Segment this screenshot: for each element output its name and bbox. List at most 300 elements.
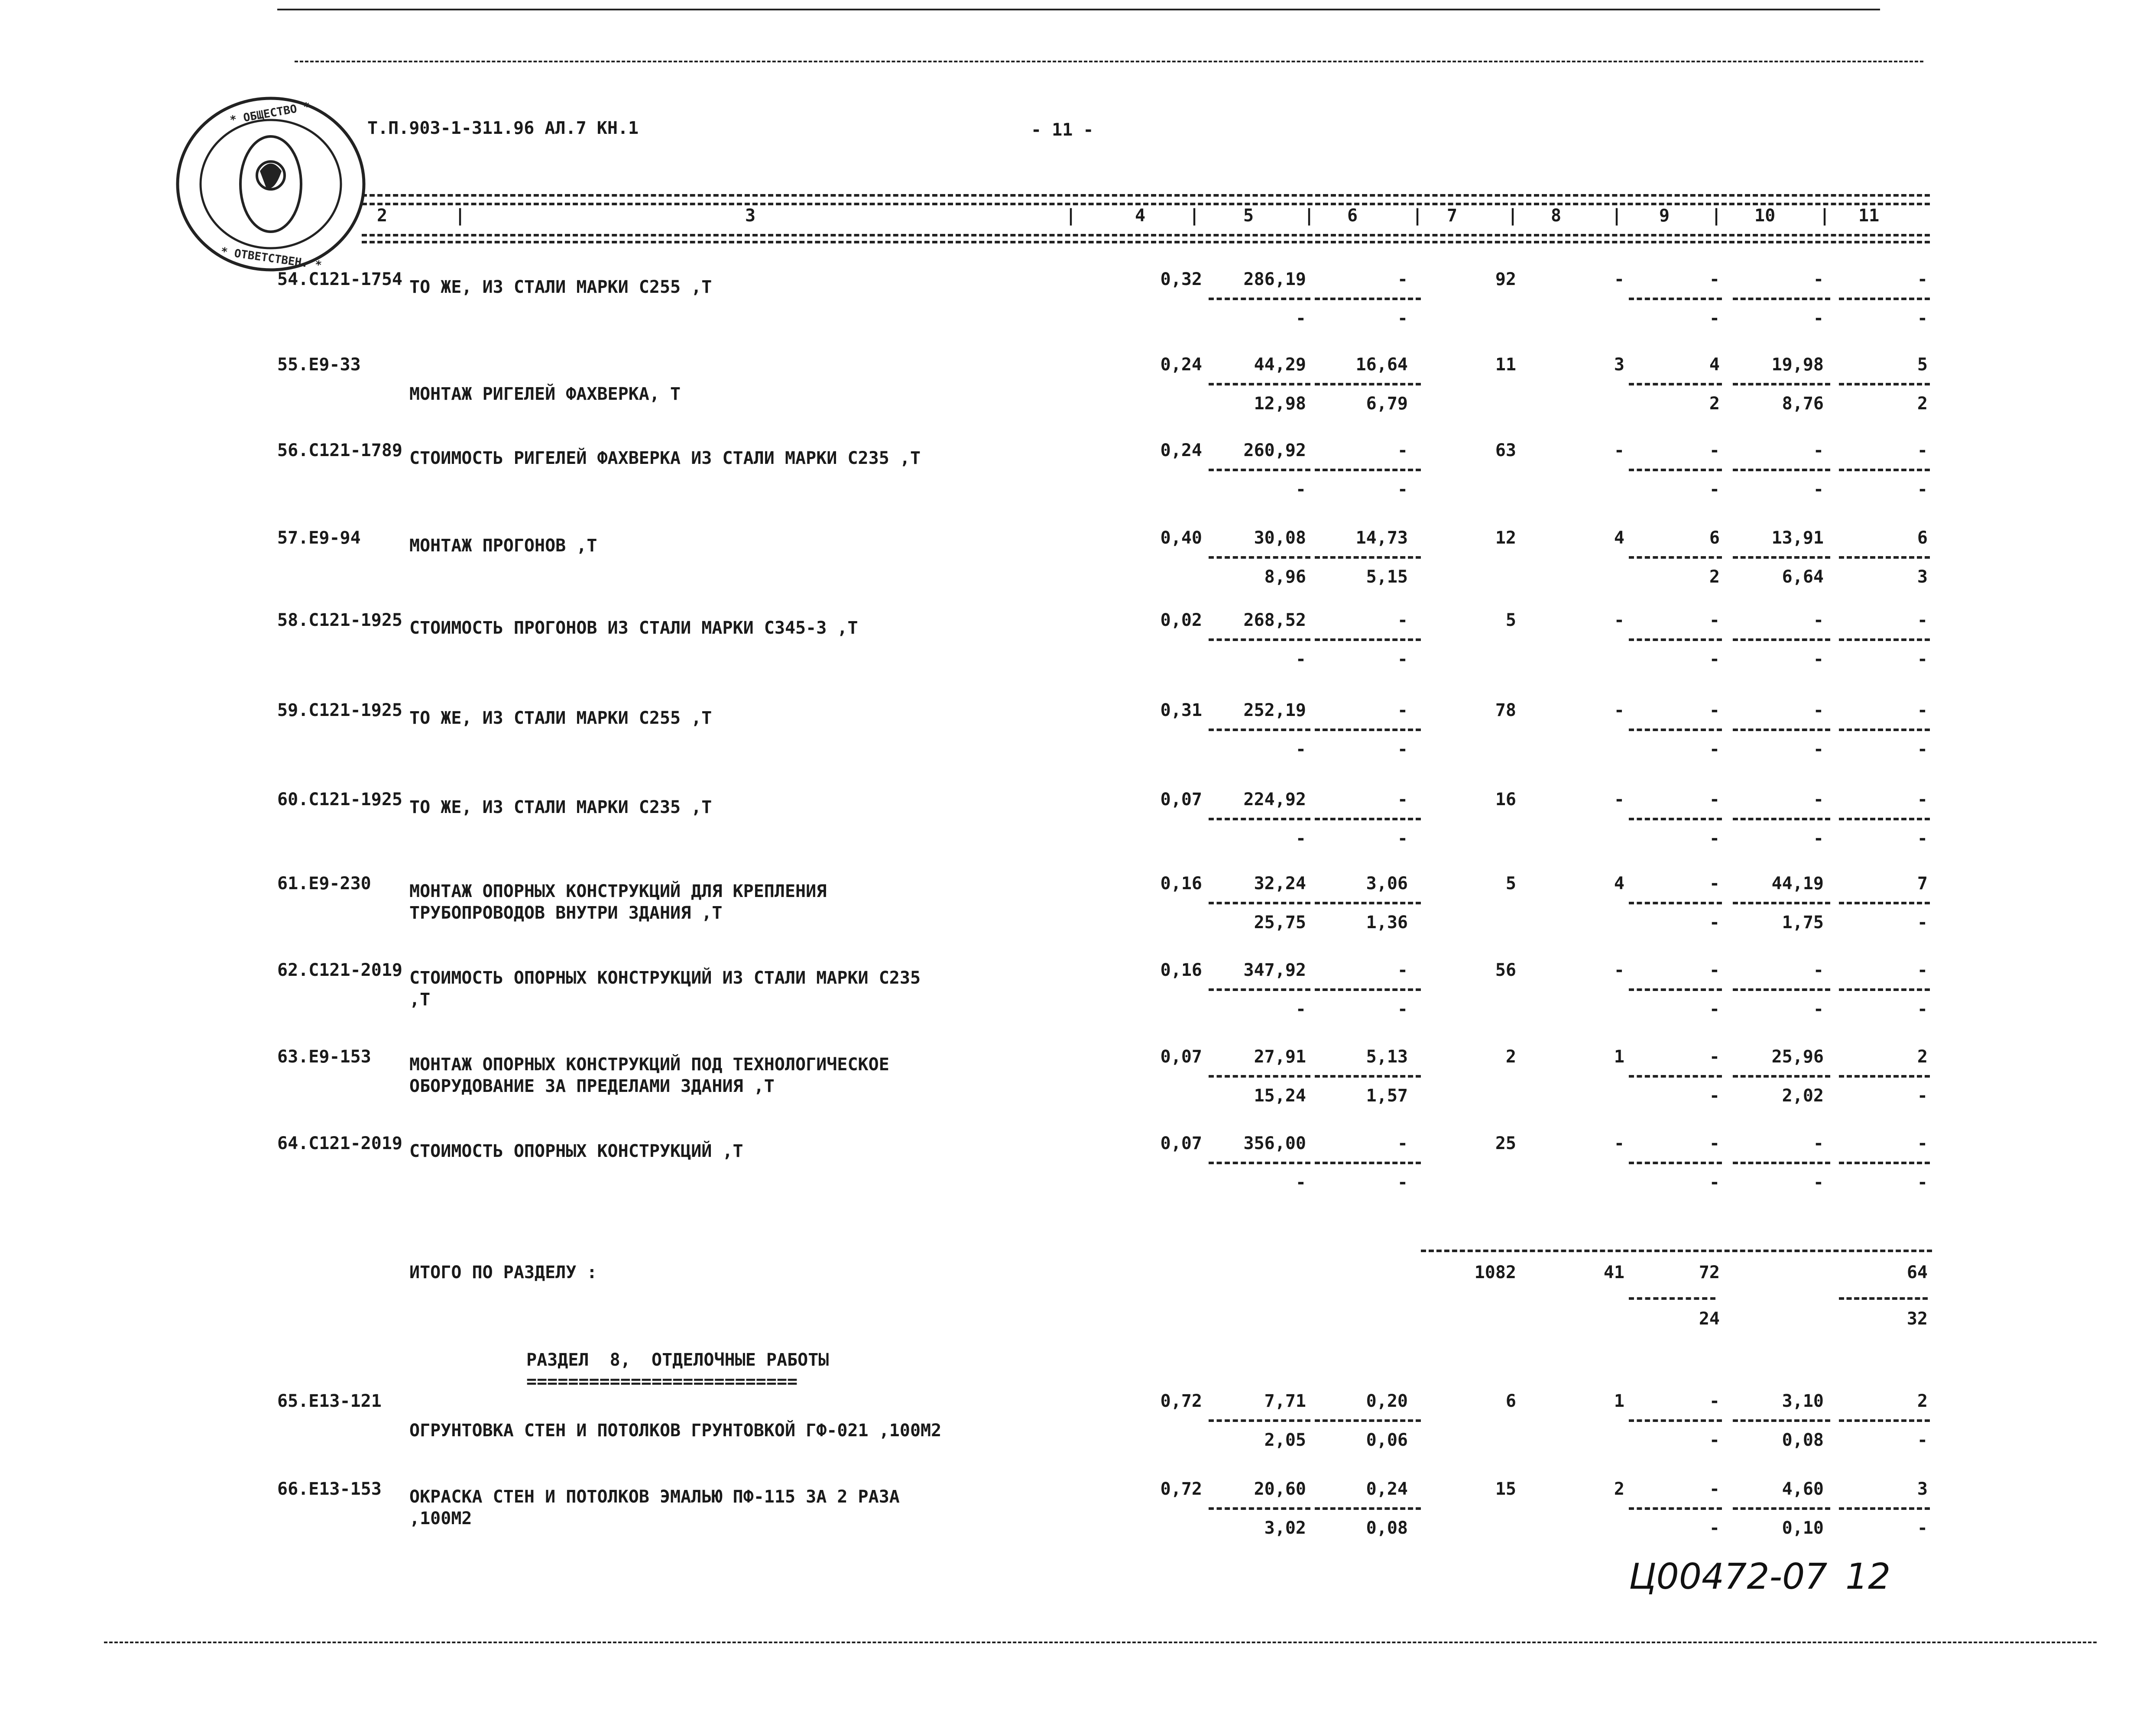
fraction-divider <box>1733 729 1830 731</box>
cell-c5: 286,19 <box>1243 269 1306 289</box>
cell-c5-lower: - <box>1295 999 1306 1019</box>
cell-c9: - <box>1709 700 1720 720</box>
cell-c9-lower: - <box>1709 1518 1720 1538</box>
column-number: 11 <box>1858 206 1880 226</box>
cell-c6: - <box>1397 790 1408 810</box>
cell-c6: - <box>1397 610 1408 630</box>
cell-c5-lower: 3,02 <box>1264 1518 1306 1538</box>
column-header-top-rule <box>362 194 1930 197</box>
cell-c4: 0,24 <box>1160 440 1202 460</box>
cell-c11: - <box>1917 610 1928 630</box>
fraction-divider <box>1629 1075 1722 1078</box>
column-number: 4 <box>1135 206 1146 226</box>
cell-c10-lower: 0,10 <box>1782 1518 1824 1538</box>
fraction-divider <box>1209 556 1310 559</box>
fraction-divider <box>1839 1075 1930 1078</box>
cell-c6-lower: 6,79 <box>1366 394 1408 414</box>
cell-c11-lower: - <box>1917 649 1928 669</box>
cell-c11-lower: - <box>1917 913 1928 933</box>
column-number: 9 <box>1659 206 1670 226</box>
fraction-divider <box>1733 902 1830 904</box>
total-col11: 64 <box>1906 1263 1928 1282</box>
fraction-divider <box>1733 298 1830 300</box>
fraction-divider <box>1733 818 1830 820</box>
cell-c7: 12 <box>1495 528 1516 548</box>
fraction-divider <box>1733 383 1830 385</box>
item-description: ТО ЖЕ, ИЗ СТАЛИ МАРКИ С255 ,Т <box>409 277 712 297</box>
top-rule <box>295 61 1923 62</box>
cell-c5: 268,52 <box>1243 610 1306 630</box>
cell-c6-lower: - <box>1397 999 1408 1019</box>
fraction-divider <box>1629 638 1722 641</box>
cell-c10: - <box>1813 700 1824 720</box>
cell-c5: 27,91 <box>1254 1047 1306 1067</box>
item-code: 55.Е9-33 <box>277 355 361 375</box>
cell-c4: 0,40 <box>1160 528 1202 548</box>
fraction-divider <box>1209 383 1310 385</box>
cell-c6-lower: 1,36 <box>1366 913 1408 933</box>
cell-c5: 44,29 <box>1254 355 1306 375</box>
cell-c4: 0,02 <box>1160 610 1202 630</box>
fraction-divider <box>1315 1507 1421 1510</box>
fraction-divider <box>1629 556 1722 559</box>
item-description: ТО ЖЕ, ИЗ СТАЛИ МАРКИ С235 ,Т <box>409 797 712 817</box>
cell-c10: 4,60 <box>1782 1479 1824 1499</box>
cell-c9-lower: 2 <box>1709 394 1720 414</box>
cell-c5-lower: 25,75 <box>1254 913 1306 933</box>
cell-c7: 15 <box>1495 1479 1516 1499</box>
item-description: ОГРУНТОВКА СТЕН И ПОТОЛКОВ ГРУНТОВКОЙ ГФ-021 ,100М2 <box>409 1421 942 1441</box>
cell-c9: - <box>1709 874 1720 894</box>
cell-c11: - <box>1917 440 1928 460</box>
fraction-divider <box>1315 469 1421 471</box>
item-code: 64.С121-2019 <box>277 1133 402 1153</box>
column-separator: | <box>1711 206 1722 226</box>
cell-c5-lower: 8,96 <box>1264 567 1306 587</box>
cell-c10-lower: - <box>1813 1172 1824 1192</box>
item-description: СТОИМОСТЬ ОПОРНЫХ КОНСТРУКЦИЙ ИЗ СТАЛИ МАРКИ С235 <box>409 968 921 988</box>
fraction-divider <box>1733 988 1830 991</box>
cell-c6-lower: 0,06 <box>1366 1430 1408 1450</box>
fraction-divider <box>1629 469 1722 471</box>
total-col11-lower: 32 <box>1906 1309 1928 1329</box>
cell-c10-lower: - <box>1813 999 1824 1019</box>
cell-c7: 25 <box>1495 1133 1516 1153</box>
fraction-divider <box>1209 1507 1310 1510</box>
column-number: 10 <box>1754 206 1776 226</box>
cell-c7: 92 <box>1495 269 1516 289</box>
fraction-divider <box>1839 383 1930 385</box>
cell-c5: 7,71 <box>1264 1391 1306 1411</box>
item-code: 59.С121-1925 <box>277 700 402 720</box>
item-code: 57.Е9-94 <box>277 528 361 548</box>
cell-c11-lower: 3 <box>1917 567 1928 587</box>
cell-c6: 0,20 <box>1366 1391 1408 1411</box>
cell-c10-lower: - <box>1813 739 1824 759</box>
cell-c11: 2 <box>1917 1047 1928 1067</box>
cell-c9: - <box>1709 610 1720 630</box>
fraction-divider <box>1209 298 1310 300</box>
cell-c10-lower: 6,64 <box>1782 567 1824 587</box>
cell-c11-lower: - <box>1917 1430 1928 1450</box>
column-number: 6 <box>1347 206 1358 226</box>
cell-c5: 20,60 <box>1254 1479 1306 1499</box>
fraction-divider <box>1209 638 1310 641</box>
total-col9: 72 <box>1699 1263 1720 1282</box>
cell-c4: 0,72 <box>1160 1479 1202 1499</box>
total-col7: 1082 <box>1474 1263 1516 1282</box>
fraction-divider <box>1839 1162 1930 1164</box>
fraction-divider <box>1839 988 1930 991</box>
cell-c9-lower: - <box>1709 1172 1720 1192</box>
cell-c8: 1 <box>1614 1047 1624 1067</box>
fraction-divider <box>1839 729 1930 731</box>
fraction-divider <box>1733 1075 1830 1078</box>
cell-c5-lower: - <box>1295 829 1306 848</box>
cell-c10: - <box>1813 1133 1824 1153</box>
fraction-divider <box>1315 638 1421 641</box>
fraction-divider <box>1209 469 1310 471</box>
item-description: ,Т <box>409 990 431 1010</box>
cell-c4: 0,32 <box>1160 269 1202 289</box>
fraction-divider <box>1315 818 1421 820</box>
cell-c10: - <box>1813 440 1824 460</box>
column-separator: | <box>1611 206 1622 226</box>
fraction-divider <box>1629 1419 1722 1422</box>
cell-c5: 32,24 <box>1254 874 1306 894</box>
item-code: 56.С121-1789 <box>277 440 402 460</box>
fraction-divider <box>1315 902 1421 904</box>
cell-c10: 19,98 <box>1771 355 1824 375</box>
fraction-divider <box>1839 469 1930 471</box>
fraction-divider <box>1315 1419 1421 1422</box>
fraction-divider <box>1629 988 1722 991</box>
cell-c11: - <box>1917 269 1928 289</box>
cell-c10: - <box>1813 790 1824 810</box>
fraction-divider <box>1315 1075 1421 1078</box>
svg-text:* ОБЩЕСТВО *: * ОБЩЕСТВО * <box>229 100 311 127</box>
fraction-divider <box>1315 729 1421 731</box>
section-heading-underline: ========================== <box>526 1372 798 1392</box>
top-edge-line <box>277 9 1880 10</box>
fraction-divider <box>1629 1162 1722 1164</box>
cell-c6-lower: - <box>1397 479 1408 499</box>
item-code: 62.С121-2019 <box>277 960 402 980</box>
cell-c9-lower: - <box>1709 1430 1720 1450</box>
fraction-divider <box>1315 556 1421 559</box>
cell-c8: 4 <box>1614 528 1624 548</box>
cell-c10-lower: 2,02 <box>1782 1086 1824 1106</box>
cell-c6: - <box>1397 960 1408 980</box>
cell-c9-lower: - <box>1709 913 1720 933</box>
handwritten-page: 12 <box>1845 1556 1891 1597</box>
cell-c6: 5,13 <box>1366 1047 1408 1067</box>
section-heading: РАЗДЕЛ 8, ОТДЕЛОЧНЫЕ РАБОТЫ <box>526 1350 829 1370</box>
fraction-divider <box>1629 729 1722 731</box>
column-number: 2 <box>377 206 388 226</box>
total-top-rule <box>1421 1250 1932 1252</box>
cell-c7: 11 <box>1495 355 1516 375</box>
cell-c9: - <box>1709 440 1720 460</box>
bottom-rule <box>104 1642 2097 1643</box>
cell-c6-lower: 0,08 <box>1366 1518 1408 1538</box>
cell-c8: - <box>1614 269 1624 289</box>
cell-c6-lower: - <box>1397 649 1408 669</box>
total-col11-divider <box>1839 1297 1928 1300</box>
cell-c9: 4 <box>1709 355 1720 375</box>
item-code: 60.С121-1925 <box>277 790 402 810</box>
doc-reference: Т.П.903-1-311.96 АЛ.7 КН.1 <box>367 118 639 138</box>
cell-c11-lower: - <box>1917 739 1928 759</box>
total-col8: 41 <box>1603 1263 1624 1282</box>
total-col9-divider <box>1629 1297 1715 1300</box>
column-separator: | <box>1066 206 1076 226</box>
item-description: МОНТАЖ ПРОГОНОВ ,Т <box>409 536 597 556</box>
fraction-divider <box>1209 1162 1310 1164</box>
fraction-divider <box>1629 1507 1722 1510</box>
total-label: ИТОГО ПО РАЗДЕЛУ : <box>409 1263 597 1282</box>
cell-c11-lower: - <box>1917 1518 1928 1538</box>
item-description: ТРУБОПРОВОДОВ ВНУТРИ ЗДАНИЯ ,Т <box>409 903 723 923</box>
fraction-divider <box>1629 818 1722 820</box>
cell-c10-lower: 1,75 <box>1782 913 1824 933</box>
cell-c4: 0,72 <box>1160 1391 1202 1411</box>
cell-c6-lower: - <box>1397 308 1408 328</box>
cell-c11: 3 <box>1917 1479 1928 1499</box>
cell-c4: 0,24 <box>1160 355 1202 375</box>
cell-c10-lower: - <box>1813 308 1824 328</box>
cell-c9: - <box>1709 1479 1720 1499</box>
item-description: ОБОРУДОВАНИЕ ЗА ПРЕДЕЛАМИ ЗДАНИЯ ,Т <box>409 1076 775 1096</box>
cell-c4: 0,31 <box>1160 700 1202 720</box>
fraction-divider <box>1315 383 1421 385</box>
cell-c10: - <box>1813 269 1824 289</box>
svg-text:* ОТВЕТСТВЕН. *: * ОТВЕТСТВЕН. * <box>220 245 323 272</box>
cell-c11: - <box>1917 960 1928 980</box>
cell-c8: - <box>1614 440 1624 460</box>
cell-c5: 252,19 <box>1243 700 1306 720</box>
cell-c11: 5 <box>1917 355 1928 375</box>
column-number: 3 <box>745 206 756 226</box>
cell-c8: 1 <box>1614 1391 1624 1411</box>
cell-c6-lower: - <box>1397 1172 1408 1192</box>
cell-c9-lower: - <box>1709 1086 1720 1106</box>
cell-c10: 3,10 <box>1782 1391 1824 1411</box>
item-description: МОНТАЖ РИГЕЛЕЙ ФАХВЕРКА, Т <box>409 384 681 404</box>
cell-c6: - <box>1397 700 1408 720</box>
cell-c6-lower: - <box>1397 739 1408 759</box>
cell-c5: 30,08 <box>1254 528 1306 548</box>
cell-c11-lower: - <box>1917 829 1928 848</box>
cell-c7: 5 <box>1505 874 1516 894</box>
cell-c4: 0,07 <box>1160 1047 1202 1067</box>
cell-c11: 7 <box>1917 874 1928 894</box>
fraction-divider <box>1839 556 1930 559</box>
fraction-divider <box>1733 1419 1830 1422</box>
item-description: ,100М2 <box>409 1509 472 1528</box>
cell-c10: 25,96 <box>1771 1047 1824 1067</box>
item-description: МОНТАЖ ОПОРНЫХ КОНСТРУКЦИЙ ДЛЯ КРЕПЛЕНИЯ <box>409 881 827 901</box>
cell-c6-lower: 1,57 <box>1366 1086 1408 1106</box>
fraction-divider <box>1733 638 1830 641</box>
fraction-divider <box>1629 902 1722 904</box>
fraction-divider <box>1315 988 1421 991</box>
cell-c6: 14,73 <box>1355 528 1408 548</box>
cell-c5: 260,92 <box>1243 440 1306 460</box>
cell-c10: - <box>1813 960 1824 980</box>
cell-c9: - <box>1709 1133 1720 1153</box>
cell-c7: 5 <box>1505 610 1516 630</box>
cell-c7: 56 <box>1495 960 1516 980</box>
cell-c8: - <box>1614 790 1624 810</box>
item-code: 54.С121-1754 <box>277 269 402 289</box>
cell-c9: - <box>1709 1391 1720 1411</box>
fraction-divider <box>1733 1507 1830 1510</box>
cell-c11: 6 <box>1917 528 1928 548</box>
cell-c9: - <box>1709 790 1720 810</box>
cell-c6: - <box>1397 1133 1408 1153</box>
cell-c4: 0,07 <box>1160 1133 1202 1153</box>
column-separator: | <box>1819 206 1830 226</box>
cell-c10: 13,91 <box>1771 528 1824 548</box>
cell-c11: - <box>1917 1133 1928 1153</box>
column-header-bottom-rule <box>362 234 1930 236</box>
cell-c5-lower: 2,05 <box>1264 1430 1306 1450</box>
cell-c5-lower: 12,98 <box>1254 394 1306 414</box>
fraction-divider <box>1209 988 1310 991</box>
cell-c11-lower: - <box>1917 308 1928 328</box>
cell-c10: - <box>1813 610 1824 630</box>
cell-c7: 78 <box>1495 700 1516 720</box>
page-number: - 11 - <box>1031 120 1094 140</box>
cell-c9-lower: - <box>1709 829 1720 848</box>
cell-c8: - <box>1614 700 1624 720</box>
cell-c9: - <box>1709 960 1720 980</box>
item-description: СТОИМОСТЬ ОПОРНЫХ КОНСТРУКЦИЙ ,Т <box>409 1141 743 1161</box>
column-number: 5 <box>1243 206 1254 226</box>
cell-c8: - <box>1614 610 1624 630</box>
cell-c5-lower: 15,24 <box>1254 1086 1306 1106</box>
cell-c7: 6 <box>1505 1391 1516 1411</box>
cell-c6-lower: - <box>1397 829 1408 848</box>
cell-c9-lower: - <box>1709 649 1720 669</box>
column-separator: | <box>1304 206 1315 226</box>
cell-c10: 44,19 <box>1771 874 1824 894</box>
cell-c8: - <box>1614 1133 1624 1153</box>
fraction-divider <box>1209 729 1310 731</box>
cell-c9: - <box>1709 1047 1720 1067</box>
fraction-divider <box>1839 1507 1930 1510</box>
item-code: 65.Е13-121 <box>277 1391 382 1411</box>
cell-c6-lower: 5,15 <box>1366 567 1408 587</box>
cell-c4: 0,16 <box>1160 960 1202 980</box>
cell-c6: 3,06 <box>1366 874 1408 894</box>
cell-c6: - <box>1397 440 1408 460</box>
cell-c5-lower: - <box>1295 479 1306 499</box>
item-code: 58.С121-1925 <box>277 610 402 630</box>
column-separator: | <box>1508 206 1518 226</box>
cell-c5: 347,92 <box>1243 960 1306 980</box>
item-description: МОНТАЖ ОПОРНЫХ КОНСТРУКЦИЙ ПОД ТЕХНОЛОГИЧЕСКОЕ <box>409 1055 889 1075</box>
cell-c7: 63 <box>1495 440 1516 460</box>
total-col9-lower: 24 <box>1699 1309 1720 1329</box>
cell-c9: 6 <box>1709 528 1720 548</box>
cell-c5: 224,92 <box>1243 790 1306 810</box>
cell-c6: 16,64 <box>1355 355 1408 375</box>
item-code: 63.Е9-153 <box>277 1047 371 1067</box>
column-separator: | <box>455 206 466 226</box>
item-description: ТО ЖЕ, ИЗ СТАЛИ МАРКИ С255 ,Т <box>409 708 712 728</box>
fraction-divider <box>1629 383 1722 385</box>
cell-c5-lower: - <box>1295 308 1306 328</box>
cell-c8: - <box>1614 960 1624 980</box>
cell-c10-lower: 8,76 <box>1782 394 1824 414</box>
handwritten-code: Ц00472-07 <box>1629 1556 1828 1597</box>
cell-c8: 2 <box>1614 1479 1624 1499</box>
cell-c11-lower: - <box>1917 999 1928 1019</box>
cell-c11: - <box>1917 700 1928 720</box>
item-description: ОКРАСКА СТЕН И ПОТОЛКОВ ЭМАЛЬЮ ПФ-115 ЗА 2 РАЗА <box>409 1487 900 1507</box>
cell-c9-lower: 2 <box>1709 567 1720 587</box>
cell-c10-lower: - <box>1813 649 1824 669</box>
cell-c6: 0,24 <box>1366 1479 1408 1499</box>
column-number: 8 <box>1551 206 1562 226</box>
column-separator: | <box>1189 206 1200 226</box>
cell-c11: 2 <box>1917 1391 1928 1411</box>
item-code: 66.Е13-153 <box>277 1479 382 1499</box>
cell-c11-lower: - <box>1917 479 1928 499</box>
column-separator: | <box>1412 206 1423 226</box>
fraction-divider <box>1209 1075 1310 1078</box>
fraction-divider <box>1315 298 1421 300</box>
cell-c9-lower: - <box>1709 479 1720 499</box>
cell-c4: 0,16 <box>1160 874 1202 894</box>
fraction-divider <box>1209 1419 1310 1422</box>
fraction-divider <box>1733 469 1830 471</box>
column-number: 7 <box>1447 206 1458 226</box>
fraction-divider <box>1839 902 1930 904</box>
fraction-divider <box>1629 298 1722 300</box>
cell-c8: 4 <box>1614 874 1624 894</box>
cell-c5-lower: - <box>1295 739 1306 759</box>
fraction-divider <box>1839 1419 1930 1422</box>
cell-c10-lower: - <box>1813 829 1824 848</box>
cell-c10-lower: - <box>1813 479 1824 499</box>
cell-c4: 0,07 <box>1160 790 1202 810</box>
cell-c9-lower: - <box>1709 308 1720 328</box>
fraction-divider <box>1839 638 1930 641</box>
column-header-top-rule-2 <box>362 203 1930 205</box>
cell-c10-lower: 0,08 <box>1782 1430 1824 1450</box>
cell-c6: - <box>1397 269 1408 289</box>
cell-c11: - <box>1917 790 1928 810</box>
seal-icon <box>171 91 370 277</box>
column-header-bottom-rule-2 <box>362 241 1930 243</box>
cell-c8: 3 <box>1614 355 1624 375</box>
fraction-divider <box>1733 1162 1830 1164</box>
cell-c11-lower: - <box>1917 1172 1928 1192</box>
cell-c9-lower: - <box>1709 739 1720 759</box>
cell-c7: 16 <box>1495 790 1516 810</box>
fraction-divider <box>1839 298 1930 300</box>
cell-c11-lower: 2 <box>1917 394 1928 414</box>
fraction-divider <box>1209 818 1310 820</box>
cell-c11-lower: - <box>1917 1086 1928 1106</box>
cell-c7: 2 <box>1505 1047 1516 1067</box>
cell-c9-lower: - <box>1709 999 1720 1019</box>
item-code: 61.Е9-230 <box>277 874 371 894</box>
fraction-divider <box>1209 902 1310 904</box>
